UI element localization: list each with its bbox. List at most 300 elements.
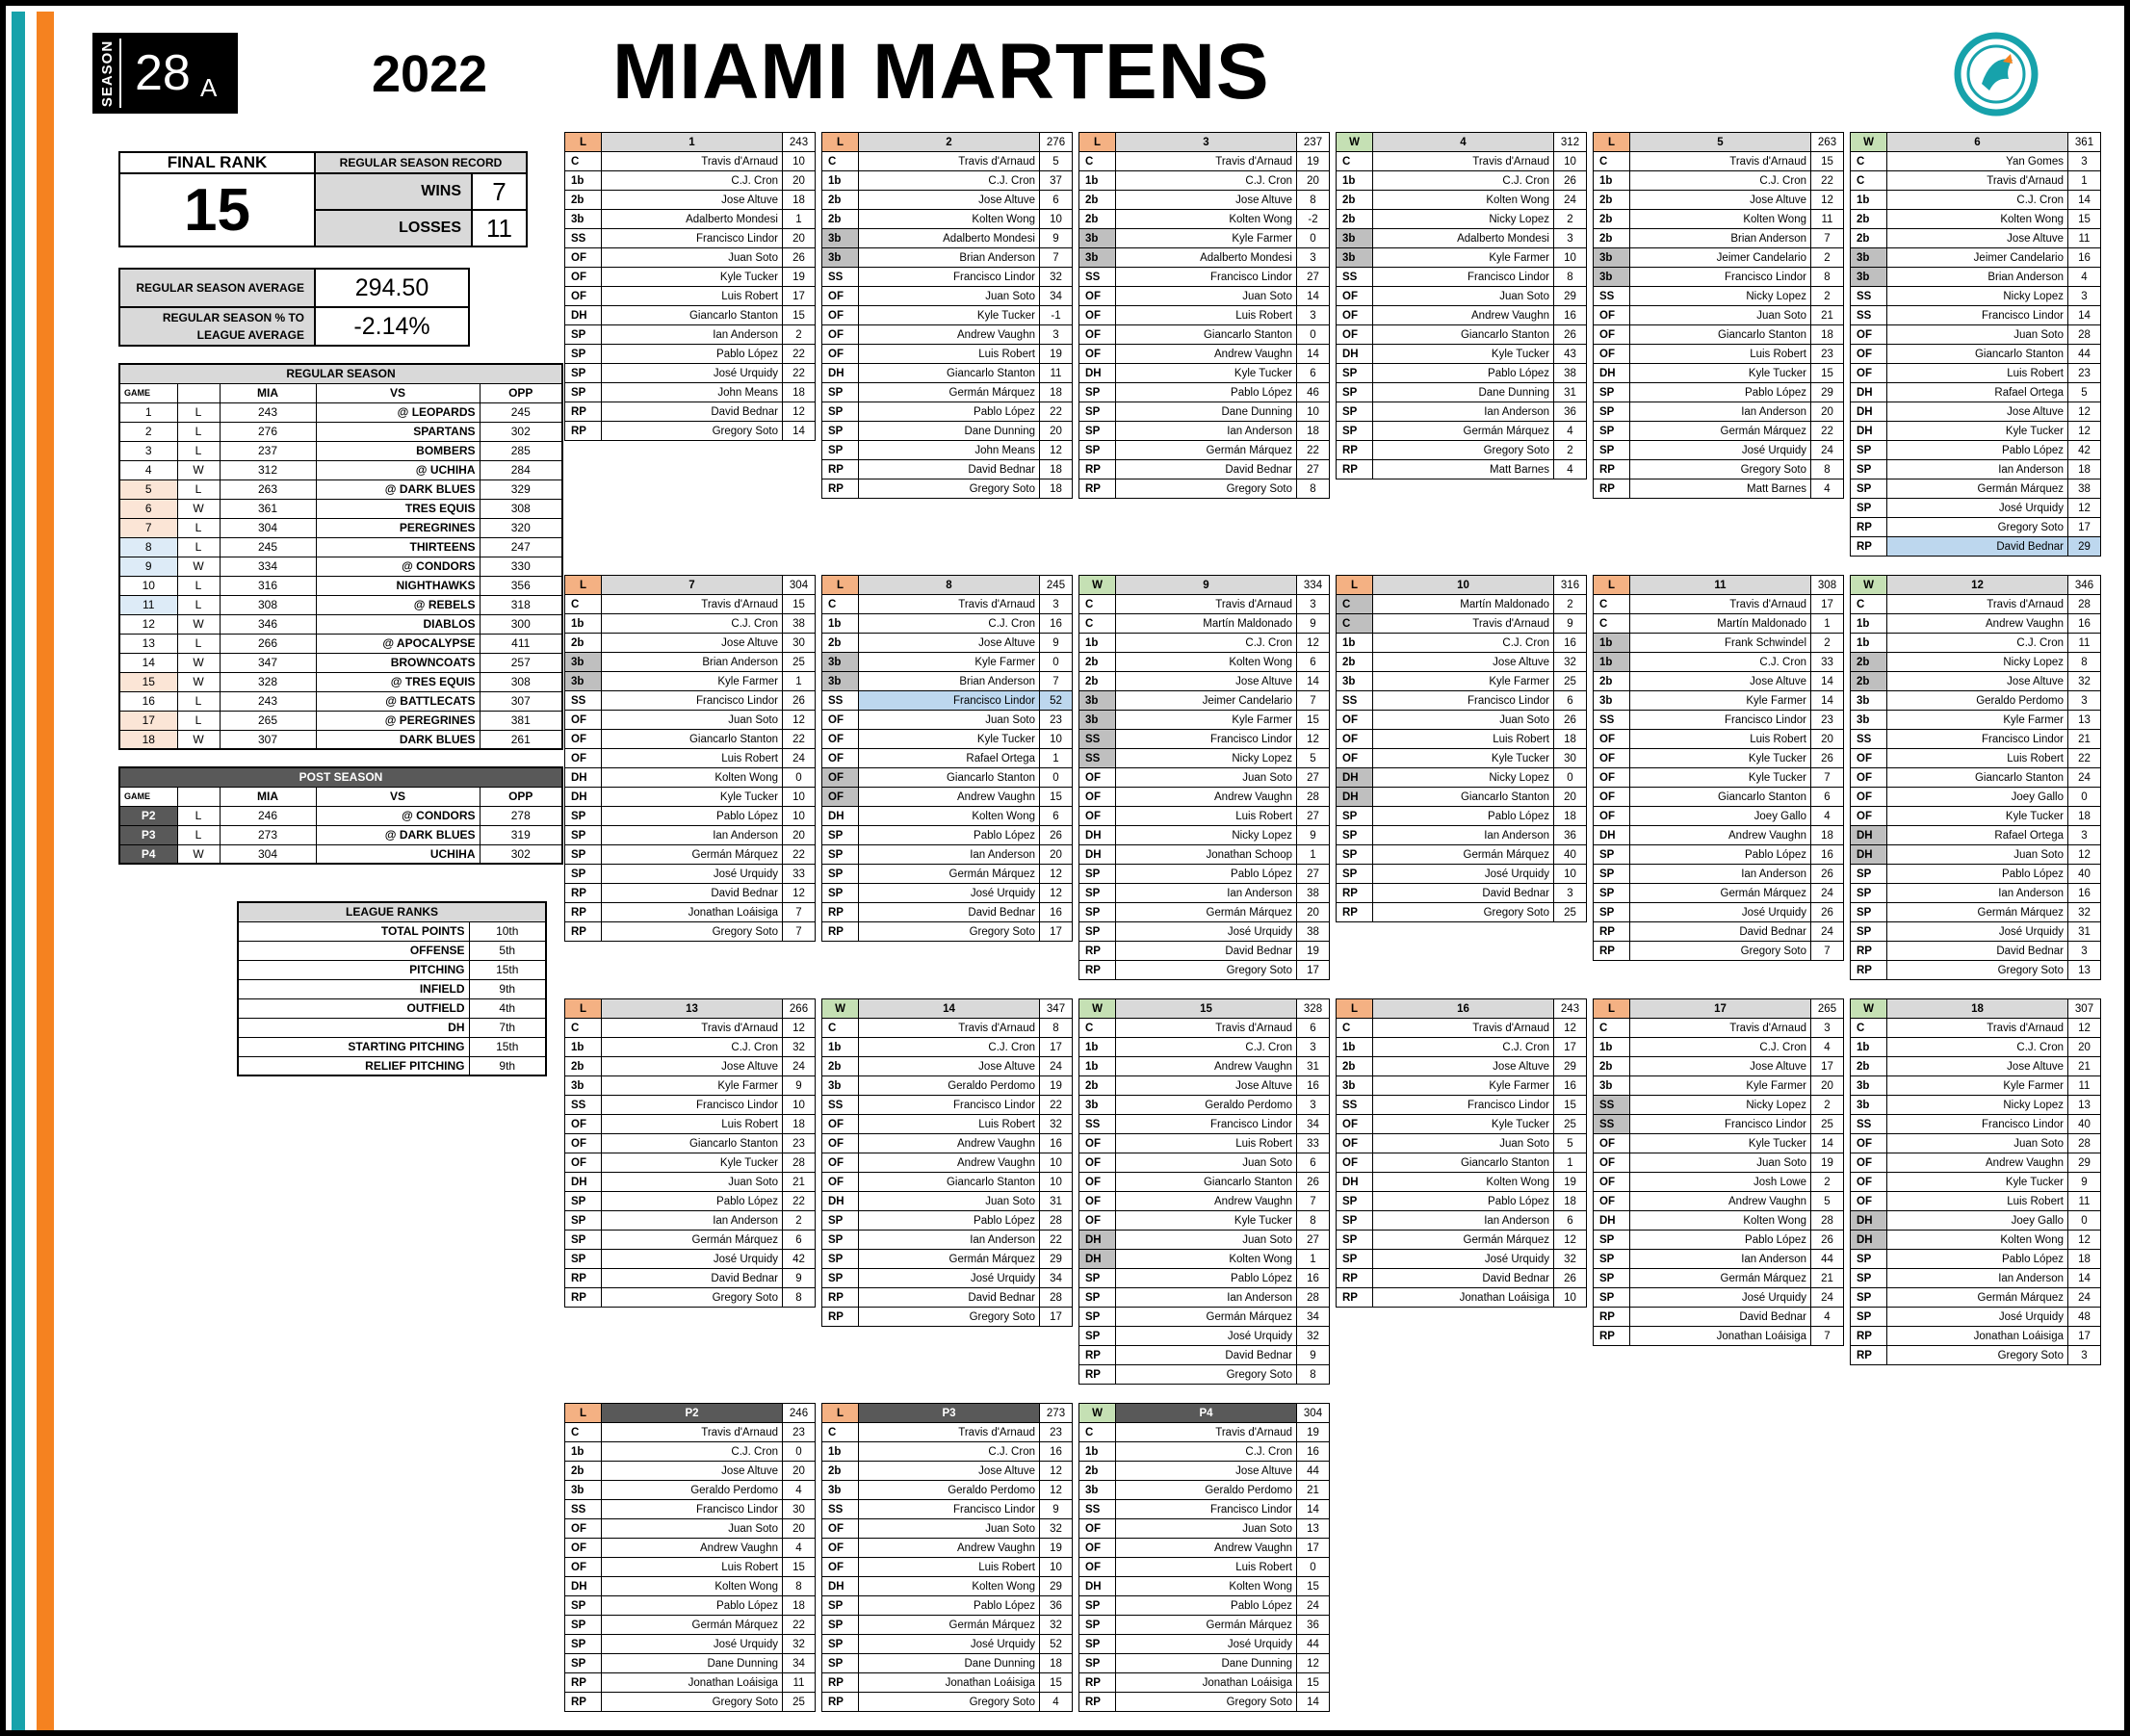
player-name: Jonathan Loáisiga	[602, 1673, 783, 1693]
player-row	[1337, 1231, 1587, 1250]
player-points: 24	[1040, 1057, 1073, 1076]
player-name: Dane Dunning	[602, 1654, 783, 1673]
player-points: 24	[1554, 191, 1587, 210]
player-name: Juan Soto	[1373, 287, 1554, 306]
game-card	[1078, 575, 1330, 980]
player-name: Ian Anderson	[1887, 460, 2068, 479]
player-name: Gregory Soto	[859, 922, 1040, 942]
player-points: 29	[1040, 1577, 1073, 1596]
game-card-header	[1594, 999, 1844, 1019]
player-row	[1594, 865, 1844, 884]
player-points: 22	[783, 364, 816, 383]
player-points: 42	[2068, 441, 2101, 460]
game-total: 246	[783, 1404, 816, 1423]
rank-category: DH	[238, 1018, 469, 1037]
player-points: 13	[2068, 711, 2101, 730]
player-row	[565, 1481, 816, 1500]
player-row	[822, 364, 1073, 383]
player-row	[822, 884, 1073, 903]
player-row	[1337, 1115, 1587, 1134]
player-position: DH	[1337, 768, 1373, 788]
player-points: 23	[783, 1423, 816, 1442]
player-position: OF	[822, 287, 859, 306]
game-total: 312	[1554, 133, 1587, 152]
player-name: Yan Gomes	[1887, 152, 2068, 171]
player-points: 29	[1040, 1250, 1073, 1269]
player-position: DH	[822, 1577, 859, 1596]
player-row	[1851, 1346, 2101, 1365]
player-position: 3b	[1594, 1076, 1630, 1096]
player-name: Luis Robert	[1887, 364, 2068, 383]
player-points: 7	[1297, 691, 1330, 711]
player-name: Germán Márquez	[1887, 903, 2068, 922]
player-row	[822, 614, 1073, 634]
player-name: Germán Márquez	[1373, 422, 1554, 441]
player-position: SP	[1851, 1269, 1887, 1288]
player-name: Germán Márquez	[1630, 1269, 1811, 1288]
game-card	[564, 132, 816, 441]
player-points: 1	[783, 672, 816, 691]
player-points: 17	[1811, 1057, 1844, 1076]
player-position: OF	[1594, 1192, 1630, 1211]
player-points: 12	[1554, 1231, 1587, 1250]
player-name: Juan Soto	[1116, 1231, 1297, 1250]
game-result: W	[177, 499, 220, 518]
player-row	[1079, 595, 1330, 614]
player-points: 2	[1811, 1173, 1844, 1192]
player-position: 1b	[565, 1038, 602, 1057]
player-position: C	[1851, 152, 1887, 171]
season-row	[119, 441, 562, 460]
player-name: Travis d'Arnaud	[1887, 1019, 2068, 1038]
player-position: RP	[565, 402, 602, 422]
player-name: Ian Anderson	[1373, 826, 1554, 845]
game-number: 3	[119, 441, 177, 460]
game-card	[564, 575, 816, 942]
player-row	[1851, 1308, 2101, 1327]
player-position: 2b	[1337, 210, 1373, 229]
player-row	[822, 865, 1073, 884]
game-number: 2	[119, 422, 177, 441]
player-points: 8	[1297, 1211, 1330, 1231]
player-row	[565, 1269, 816, 1288]
player-row	[1079, 1057, 1330, 1076]
player-row	[1851, 1115, 2101, 1134]
game-card-header	[1337, 576, 1587, 595]
game-result: L	[1594, 133, 1630, 152]
player-name: Germán Márquez	[1887, 1288, 2068, 1308]
player-position: 2b	[565, 1462, 602, 1481]
player-position: RP	[565, 1693, 602, 1712]
game-result: W	[1079, 1404, 1116, 1423]
player-position: SS	[1594, 711, 1630, 730]
game-number: 14	[859, 999, 1040, 1019]
player-row	[1594, 325, 1844, 345]
player-points: 38	[1297, 922, 1330, 942]
player-name: Pablo López	[1116, 1269, 1297, 1288]
record-label: REGULAR SEASON RECORD	[315, 152, 527, 173]
player-row	[565, 1673, 816, 1693]
game-card	[1336, 998, 1587, 1308]
player-points: 12	[1811, 191, 1844, 210]
player-position: SP	[822, 422, 859, 441]
player-row	[1594, 807, 1844, 826]
player-points: 17	[1811, 595, 1844, 614]
player-name: David Bednar	[1116, 942, 1297, 961]
game-result: W	[177, 557, 220, 576]
player-row	[1851, 402, 2101, 422]
player-row	[1851, 788, 2101, 807]
player-position: C	[1594, 1019, 1630, 1038]
player-row	[1337, 845, 1587, 865]
player-row	[822, 1231, 1073, 1250]
player-row	[1079, 807, 1330, 826]
opp-score: 308	[480, 499, 562, 518]
player-row	[1079, 961, 1330, 980]
player-name: Ian Anderson	[1630, 865, 1811, 884]
game-result: L	[822, 576, 859, 595]
player-row	[1337, 634, 1587, 653]
opp-score: 245	[480, 402, 562, 422]
game-number: 3	[1116, 133, 1297, 152]
player-points: 4	[1811, 479, 1844, 499]
game-total: 308	[1811, 576, 1844, 595]
player-name: José Urquidy	[1630, 441, 1811, 460]
player-points: 22	[1040, 1231, 1073, 1250]
player-points: 6	[1040, 191, 1073, 210]
player-points: -2	[1297, 210, 1330, 229]
player-points: 23	[783, 1134, 816, 1153]
player-name: Juan Soto	[859, 1519, 1040, 1539]
player-name: Kyle Tucker	[1373, 749, 1554, 768]
player-points: 28	[2068, 595, 2101, 614]
player-position: 2b	[1337, 191, 1373, 210]
player-points: 36	[1554, 826, 1587, 845]
player-position: 3b	[565, 1481, 602, 1500]
game-total: 245	[1040, 576, 1073, 595]
player-name: Kyle Tucker	[602, 268, 783, 287]
player-points: 20	[1297, 903, 1330, 922]
player-row	[1594, 422, 1844, 441]
season-header-row	[119, 383, 562, 402]
player-position: 3b	[1079, 1096, 1116, 1115]
player-row	[565, 1211, 816, 1231]
player-points: 14	[1297, 1693, 1330, 1712]
game-number: 17	[119, 711, 177, 730]
player-row	[1851, 248, 2101, 268]
player-points: 26	[783, 248, 816, 268]
player-points: 24	[1811, 884, 1844, 903]
player-position: DH	[1594, 1211, 1630, 1231]
player-position: 1b	[1594, 653, 1630, 672]
player-points: 17	[1297, 1539, 1330, 1558]
player-position: OF	[565, 730, 602, 749]
player-row	[1851, 191, 2101, 210]
player-position: 1b	[1594, 171, 1630, 191]
player-name: Kolten Wong	[1887, 1231, 2068, 1250]
player-position: OF	[1079, 1153, 1116, 1173]
player-points: 29	[2068, 1153, 2101, 1173]
player-points: 17	[1040, 1308, 1073, 1327]
player-points: 26	[1297, 1173, 1330, 1192]
player-points: 22	[1040, 1096, 1073, 1115]
player-row	[822, 248, 1073, 268]
player-row	[1594, 653, 1844, 672]
player-position: 3b	[1337, 248, 1373, 268]
player-points: 25	[783, 653, 816, 672]
player-name: Kolten Wong	[1887, 210, 2068, 229]
player-points: 3	[1297, 248, 1330, 268]
player-points: 6	[1554, 1211, 1587, 1231]
player-row	[565, 1192, 816, 1211]
player-points: 12	[1040, 441, 1073, 460]
player-position: 1b	[1079, 634, 1116, 653]
player-position: DH	[1079, 1577, 1116, 1596]
player-row	[565, 634, 816, 653]
player-name: Giancarlo Stanton	[602, 306, 783, 325]
player-points: 43	[1554, 345, 1587, 364]
game-number: 11	[119, 595, 177, 614]
player-position: OF	[822, 1115, 859, 1134]
player-row	[822, 1693, 1073, 1712]
player-points: 8	[1297, 479, 1330, 499]
player-name: Gregory Soto	[1373, 441, 1554, 460]
player-row	[1594, 364, 1844, 383]
player-name: Giancarlo Stanton	[1116, 325, 1297, 345]
player-name: Travis d'Arnaud	[1887, 595, 2068, 614]
player-row	[1337, 711, 1587, 730]
post-season-table	[118, 766, 563, 865]
game-card-header	[1337, 133, 1587, 152]
player-name: Dane Dunning	[1116, 402, 1297, 422]
player-name: Andrew Vaughn	[859, 1134, 1040, 1153]
player-name: C.J. Cron	[602, 1442, 783, 1462]
game-result: W	[177, 614, 220, 634]
player-points: 7	[1811, 1327, 1844, 1346]
player-points: 0	[1297, 1558, 1330, 1577]
mia-score: 304	[220, 844, 316, 864]
game-number: 16	[1373, 999, 1554, 1019]
player-position: 3b	[1079, 248, 1116, 268]
player-name: C.J. Cron	[1116, 1038, 1297, 1057]
player-position: 1b	[822, 171, 859, 191]
game-number: 7	[119, 518, 177, 537]
player-points: 16	[1554, 634, 1587, 653]
player-row	[822, 287, 1073, 306]
rank-row	[238, 960, 546, 979]
player-position: OF	[1851, 1153, 1887, 1173]
player-position: OF	[565, 749, 602, 768]
player-row	[822, 191, 1073, 210]
player-row	[1594, 1076, 1844, 1096]
player-name: Adalberto Mondesi	[1116, 248, 1297, 268]
player-row	[1079, 903, 1330, 922]
player-position: SP	[822, 1231, 859, 1250]
player-position: SP	[1594, 1269, 1630, 1288]
player-name: Pablo López	[1373, 807, 1554, 826]
player-row	[1594, 691, 1844, 711]
player-row	[565, 1654, 816, 1673]
player-points: 1	[1554, 1153, 1587, 1173]
player-points: 9	[783, 1076, 816, 1096]
player-row	[822, 171, 1073, 191]
player-row	[1851, 1288, 2101, 1308]
player-points: 20	[2068, 1038, 2101, 1057]
player-name: David Bednar	[1630, 922, 1811, 942]
player-points: 10	[1040, 1153, 1073, 1173]
player-row	[822, 653, 1073, 672]
player-position: 2b	[565, 1057, 602, 1076]
game-result: W	[177, 460, 220, 479]
player-name: Kolten Wong	[1116, 653, 1297, 672]
player-row	[1079, 1616, 1330, 1635]
player-position: SP	[822, 1250, 859, 1269]
player-points: 24	[1297, 1596, 1330, 1616]
player-row	[1337, 865, 1587, 884]
player-position: SP	[822, 1616, 859, 1635]
player-name: Jonathan Loáisiga	[602, 903, 783, 922]
player-name: Travis d'Arnaud	[602, 1423, 783, 1442]
player-name: Kyle Tucker	[1630, 364, 1811, 383]
player-row	[1851, 768, 2101, 788]
player-name: David Bednar	[1373, 1269, 1554, 1288]
game-card	[1593, 998, 1844, 1346]
player-points: 23	[2068, 364, 2101, 383]
player-position: 1b	[1079, 171, 1116, 191]
player-points: 26	[1811, 903, 1844, 922]
player-position: 2b	[822, 634, 859, 653]
season-row	[119, 422, 562, 441]
player-row	[1851, 499, 2101, 518]
player-points: 26	[1040, 826, 1073, 845]
player-row	[822, 1038, 1073, 1057]
game-total: 265	[1811, 999, 1844, 1019]
player-points: 32	[2068, 903, 2101, 922]
player-name: Nicky Lopez	[1630, 287, 1811, 306]
rank-category: PITCHING	[238, 960, 469, 979]
player-position: RP	[565, 1288, 602, 1308]
player-points: 5	[1040, 152, 1073, 171]
game-total: 243	[1554, 999, 1587, 1019]
player-name: Martín Maldonado	[1116, 614, 1297, 634]
player-name: Geraldo Perdomo	[859, 1481, 1040, 1500]
season-row	[119, 653, 562, 672]
player-points: 15	[783, 595, 816, 614]
player-points: 36	[1554, 402, 1587, 422]
player-position: 3b	[565, 210, 602, 229]
player-position: SP	[565, 807, 602, 826]
season-row	[119, 634, 562, 653]
player-points: 17	[1040, 1038, 1073, 1057]
player-row	[822, 922, 1073, 942]
player-name: Jose Altuve	[859, 634, 1040, 653]
player-row	[1851, 711, 2101, 730]
player-position: DH	[822, 1192, 859, 1211]
player-row	[1079, 1192, 1330, 1211]
player-position: OF	[822, 730, 859, 749]
player-position: 2b	[1851, 1057, 1887, 1076]
game-result: L	[177, 691, 220, 711]
player-name: Geraldo Perdomo	[1116, 1096, 1297, 1115]
player-position: SP	[1337, 1250, 1373, 1269]
player-name: Gregory Soto	[602, 1288, 783, 1308]
team-logo-icon	[1953, 31, 2039, 117]
player-points: 32	[783, 1038, 816, 1057]
player-name: Francisco Lindor	[859, 268, 1040, 287]
player-position: 3b	[565, 672, 602, 691]
player-row	[565, 1231, 816, 1250]
player-name: Gregory Soto	[859, 1693, 1040, 1712]
player-position: OF	[1851, 1173, 1887, 1192]
player-row	[1594, 711, 1844, 730]
player-row	[822, 1019, 1073, 1038]
player-name: Giancarlo Stanton	[859, 768, 1040, 788]
player-row	[1079, 1231, 1330, 1250]
player-row	[565, 1173, 816, 1192]
player-name: Kyle Tucker	[1373, 345, 1554, 364]
player-row	[1079, 1558, 1330, 1577]
player-position: C	[565, 1019, 602, 1038]
player-points: 4	[1811, 1308, 1844, 1327]
player-row	[1079, 1346, 1330, 1365]
player-points: 24	[1811, 441, 1844, 460]
player-row	[1594, 1096, 1844, 1115]
avg-label: REGULAR SEASON AVERAGE	[119, 269, 315, 307]
player-name: Rafael Ortega	[859, 749, 1040, 768]
player-points: 44	[1811, 1250, 1844, 1269]
player-name: Gregory Soto	[1116, 1693, 1297, 1712]
player-name: Jose Altuve	[1630, 191, 1811, 210]
final-rank-label: FINAL RANK	[119, 152, 315, 173]
player-row	[822, 1269, 1073, 1288]
player-row	[822, 1462, 1073, 1481]
player-points: 21	[1297, 1481, 1330, 1500]
player-points: 10	[1554, 248, 1587, 268]
player-position: 2b	[1594, 210, 1630, 229]
player-points: 18	[1554, 807, 1587, 826]
season-row	[119, 402, 562, 422]
player-name: Ian Anderson	[1887, 1269, 2068, 1288]
player-row	[1337, 614, 1587, 634]
game-number: 9	[119, 557, 177, 576]
game-number: 9	[1116, 576, 1297, 595]
player-position: C	[822, 1423, 859, 1442]
player-position: OF	[822, 1558, 859, 1577]
player-points: 34	[783, 1654, 816, 1673]
player-row	[565, 807, 816, 826]
game-result: L	[822, 1404, 859, 1423]
player-name: Giancarlo Stanton	[1887, 345, 2068, 364]
opp-score: 308	[480, 672, 562, 691]
player-row	[822, 903, 1073, 922]
player-name: Andrew Vaughn	[1630, 826, 1811, 845]
player-row	[565, 1577, 816, 1596]
player-name: C.J. Cron	[602, 1038, 783, 1057]
mia-score: 263	[220, 479, 316, 499]
player-position: SP	[1337, 422, 1373, 441]
pct-label: REGULAR SEASON % TO LEAGUE AVERAGE	[119, 307, 315, 346]
player-name: Germán Márquez	[859, 1250, 1040, 1269]
player-row	[1079, 788, 1330, 807]
player-name: Juan Soto	[859, 1192, 1040, 1211]
player-position: 2b	[1594, 672, 1630, 691]
player-position: SP	[565, 1231, 602, 1250]
player-row	[1851, 807, 2101, 826]
game-number: 8	[119, 537, 177, 557]
player-position: 2b	[1079, 1076, 1116, 1096]
player-name: Jonathan Loáisiga	[1116, 1673, 1297, 1693]
player-name: Juan Soto	[1116, 768, 1297, 788]
